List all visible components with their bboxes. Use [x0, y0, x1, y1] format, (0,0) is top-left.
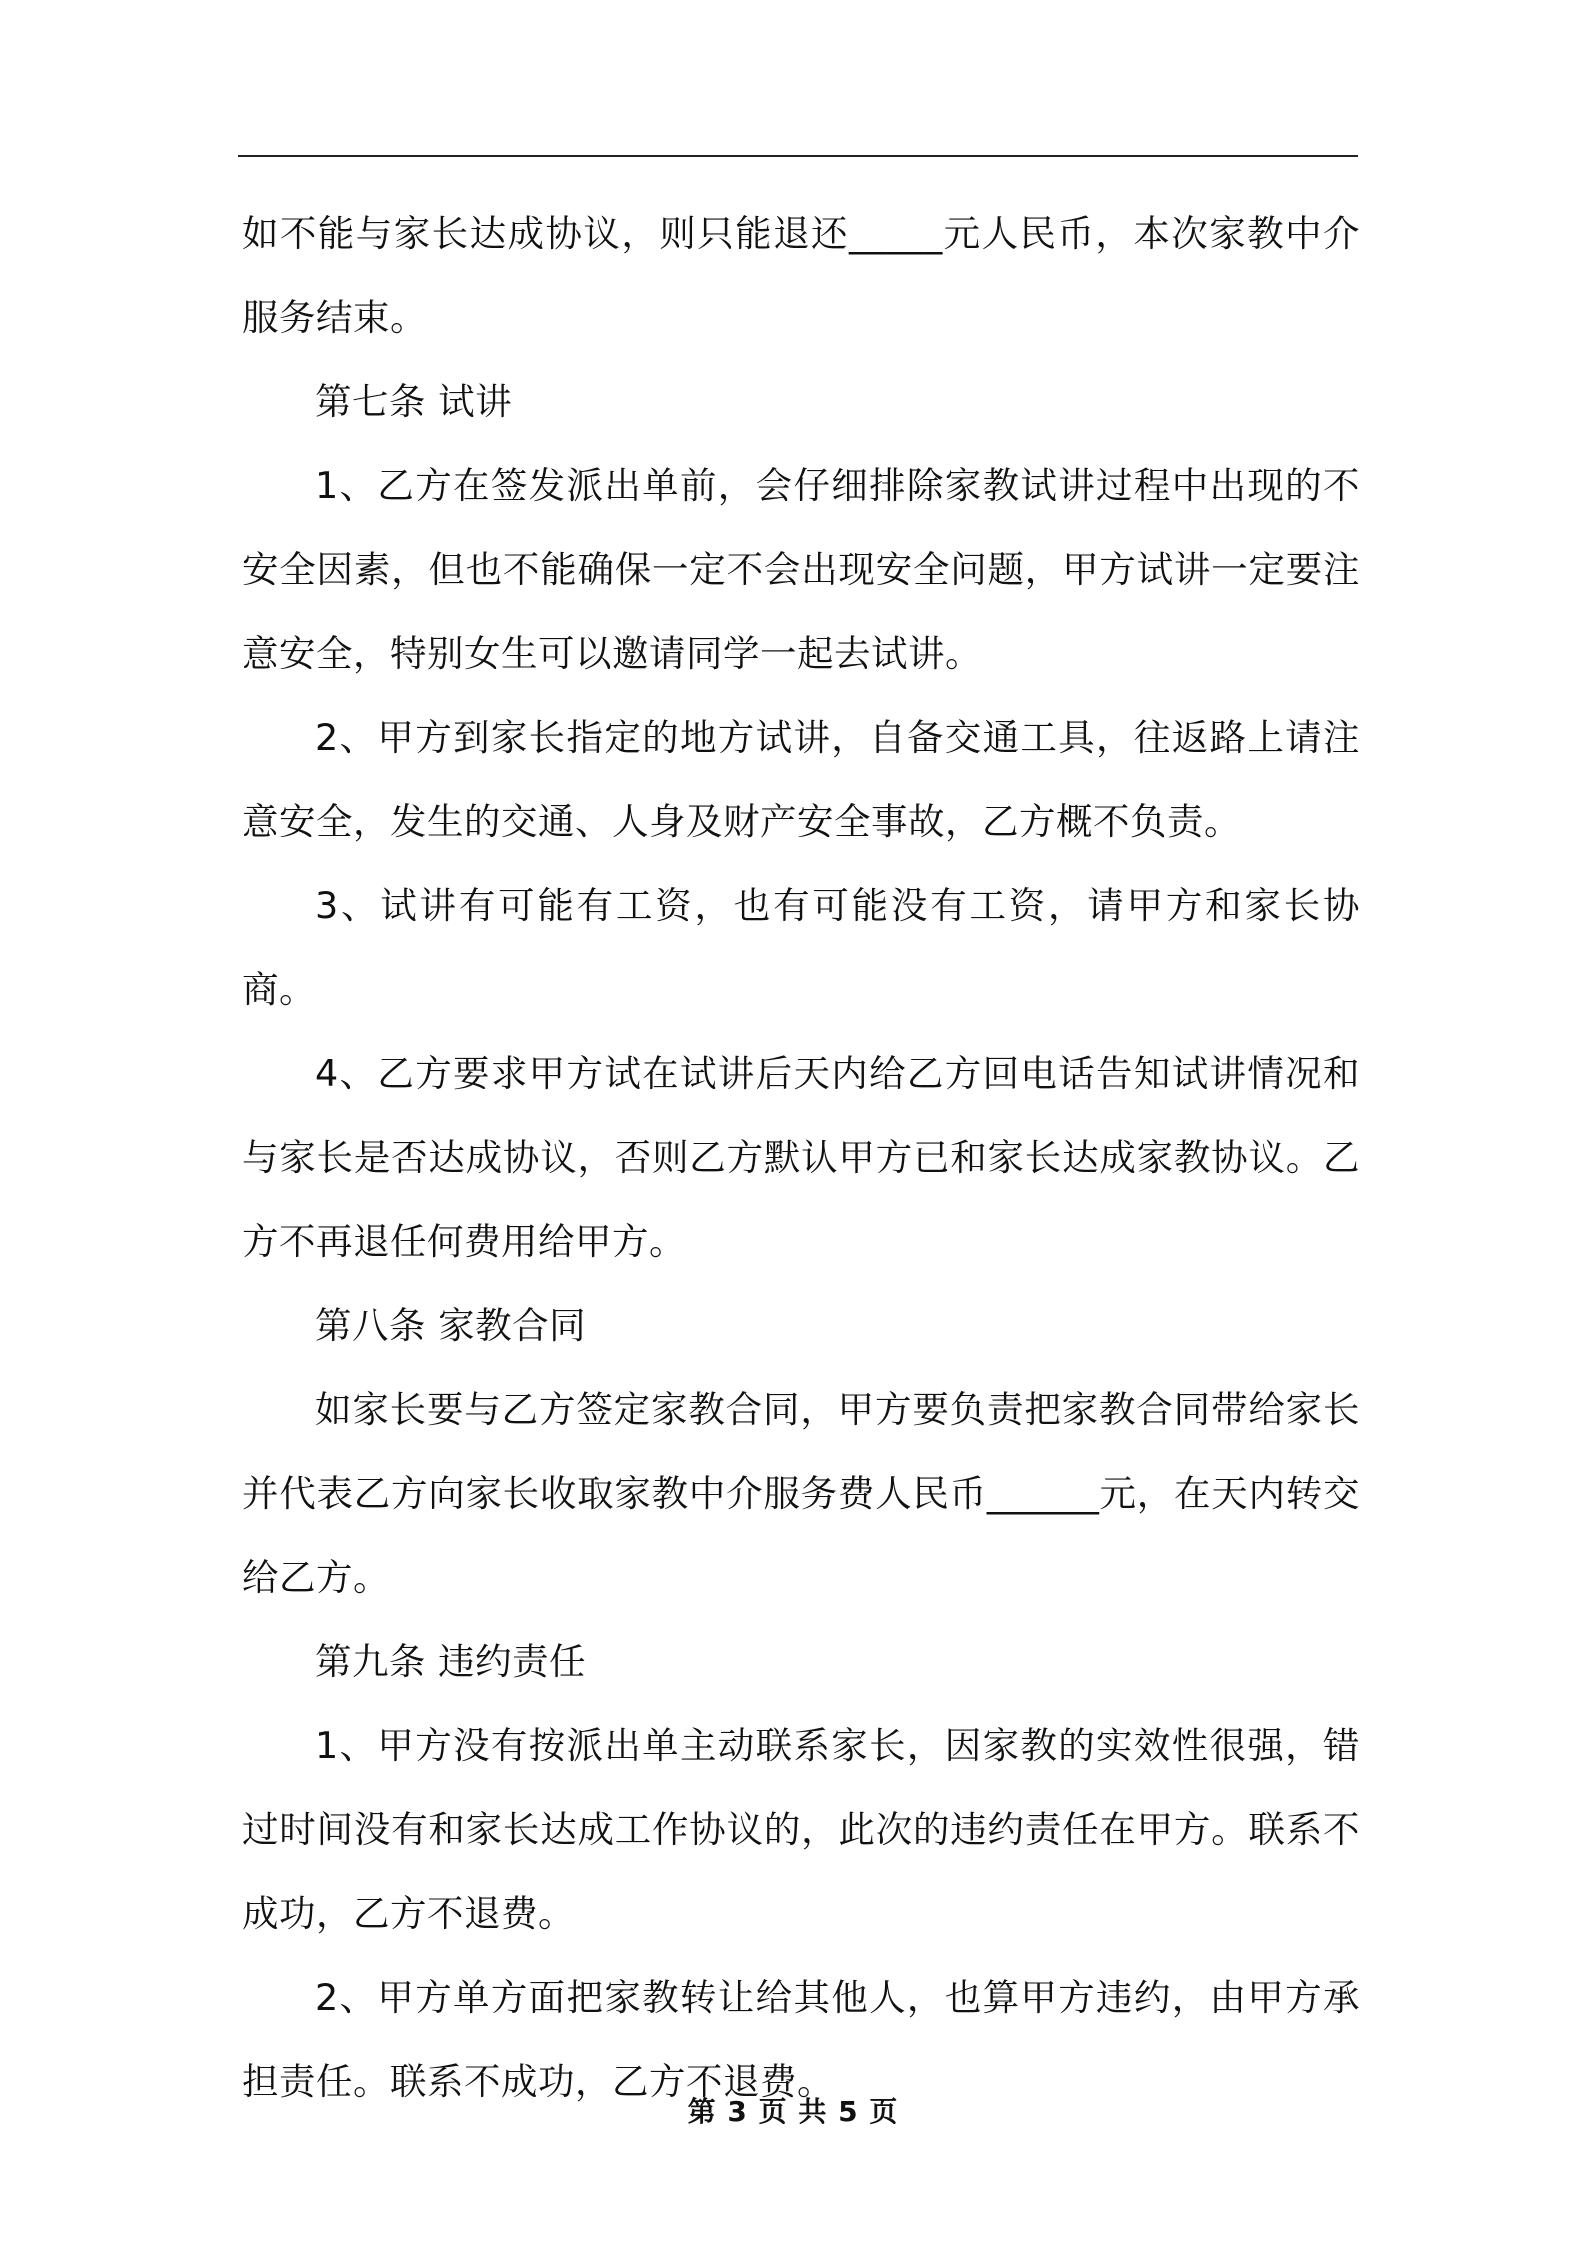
clause-7-3: 3、试讲有可能有工资，也有可能没有工资，请甲方和家长协商。: [242, 884, 1360, 1011]
page-number-footer: 第 3 页 共 5 页: [687, 2095, 899, 2128]
clause-7-4: 4、乙方要求甲方试在试讲后天内给乙方回电话告知试讲情况和与家长是否达成协议，否则乙方默认甲方已和家长达成家教协议。乙方不再退任何费用给甲方。: [242, 1052, 1360, 1263]
section-heading-7: 第七条 试讲: [315, 380, 513, 423]
clause-7-1: 1、乙方在签发派出单前，会仔细排除家教试讲过程中出现的不安全因素，但也不能确保一定不会出现安全问题，甲方试讲一定要注意安全，特别女生可以邀请同学一起去试讲。: [242, 464, 1360, 675]
header-rule: [238, 155, 1358, 157]
section-heading-8: 第八条 家教合同: [315, 1304, 587, 1347]
clause-9-1: 1、甲方没有按派出单主动联系家长，因家教的实效性很强，错过时间没有和家长达成工作协议的，此次的违约责任在甲方。联系不成功，乙方不退费。: [242, 1724, 1360, 1935]
paragraph-continuation: 如不能与家长达成协议，则只能退还_____元人民币，本次家教中介服务结束。: [242, 212, 1360, 339]
section-heading-9: 第九条 违约责任: [315, 1640, 587, 1683]
clause-9-2: 2、甲方单方面把家教转让给其他人，也算甲方违约，由甲方承担责任。联系不成功，乙方不退费。: [242, 1976, 1360, 2103]
document-body: [242, 192, 1360, 2124]
clause-7-2: 2、甲方到家长指定的地方试讲，自备交通工具，往返路上请注意安全，发生的交通、人身及财产安全事故，乙方概不负责。: [242, 716, 1360, 843]
clause-8-body: 如家长要与乙方签定家教合同，甲方要负责把家教合同带给家长并代表乙方向家长收取家教中介服务费人民币______元，在天内转交给乙方。: [242, 1388, 1360, 1599]
